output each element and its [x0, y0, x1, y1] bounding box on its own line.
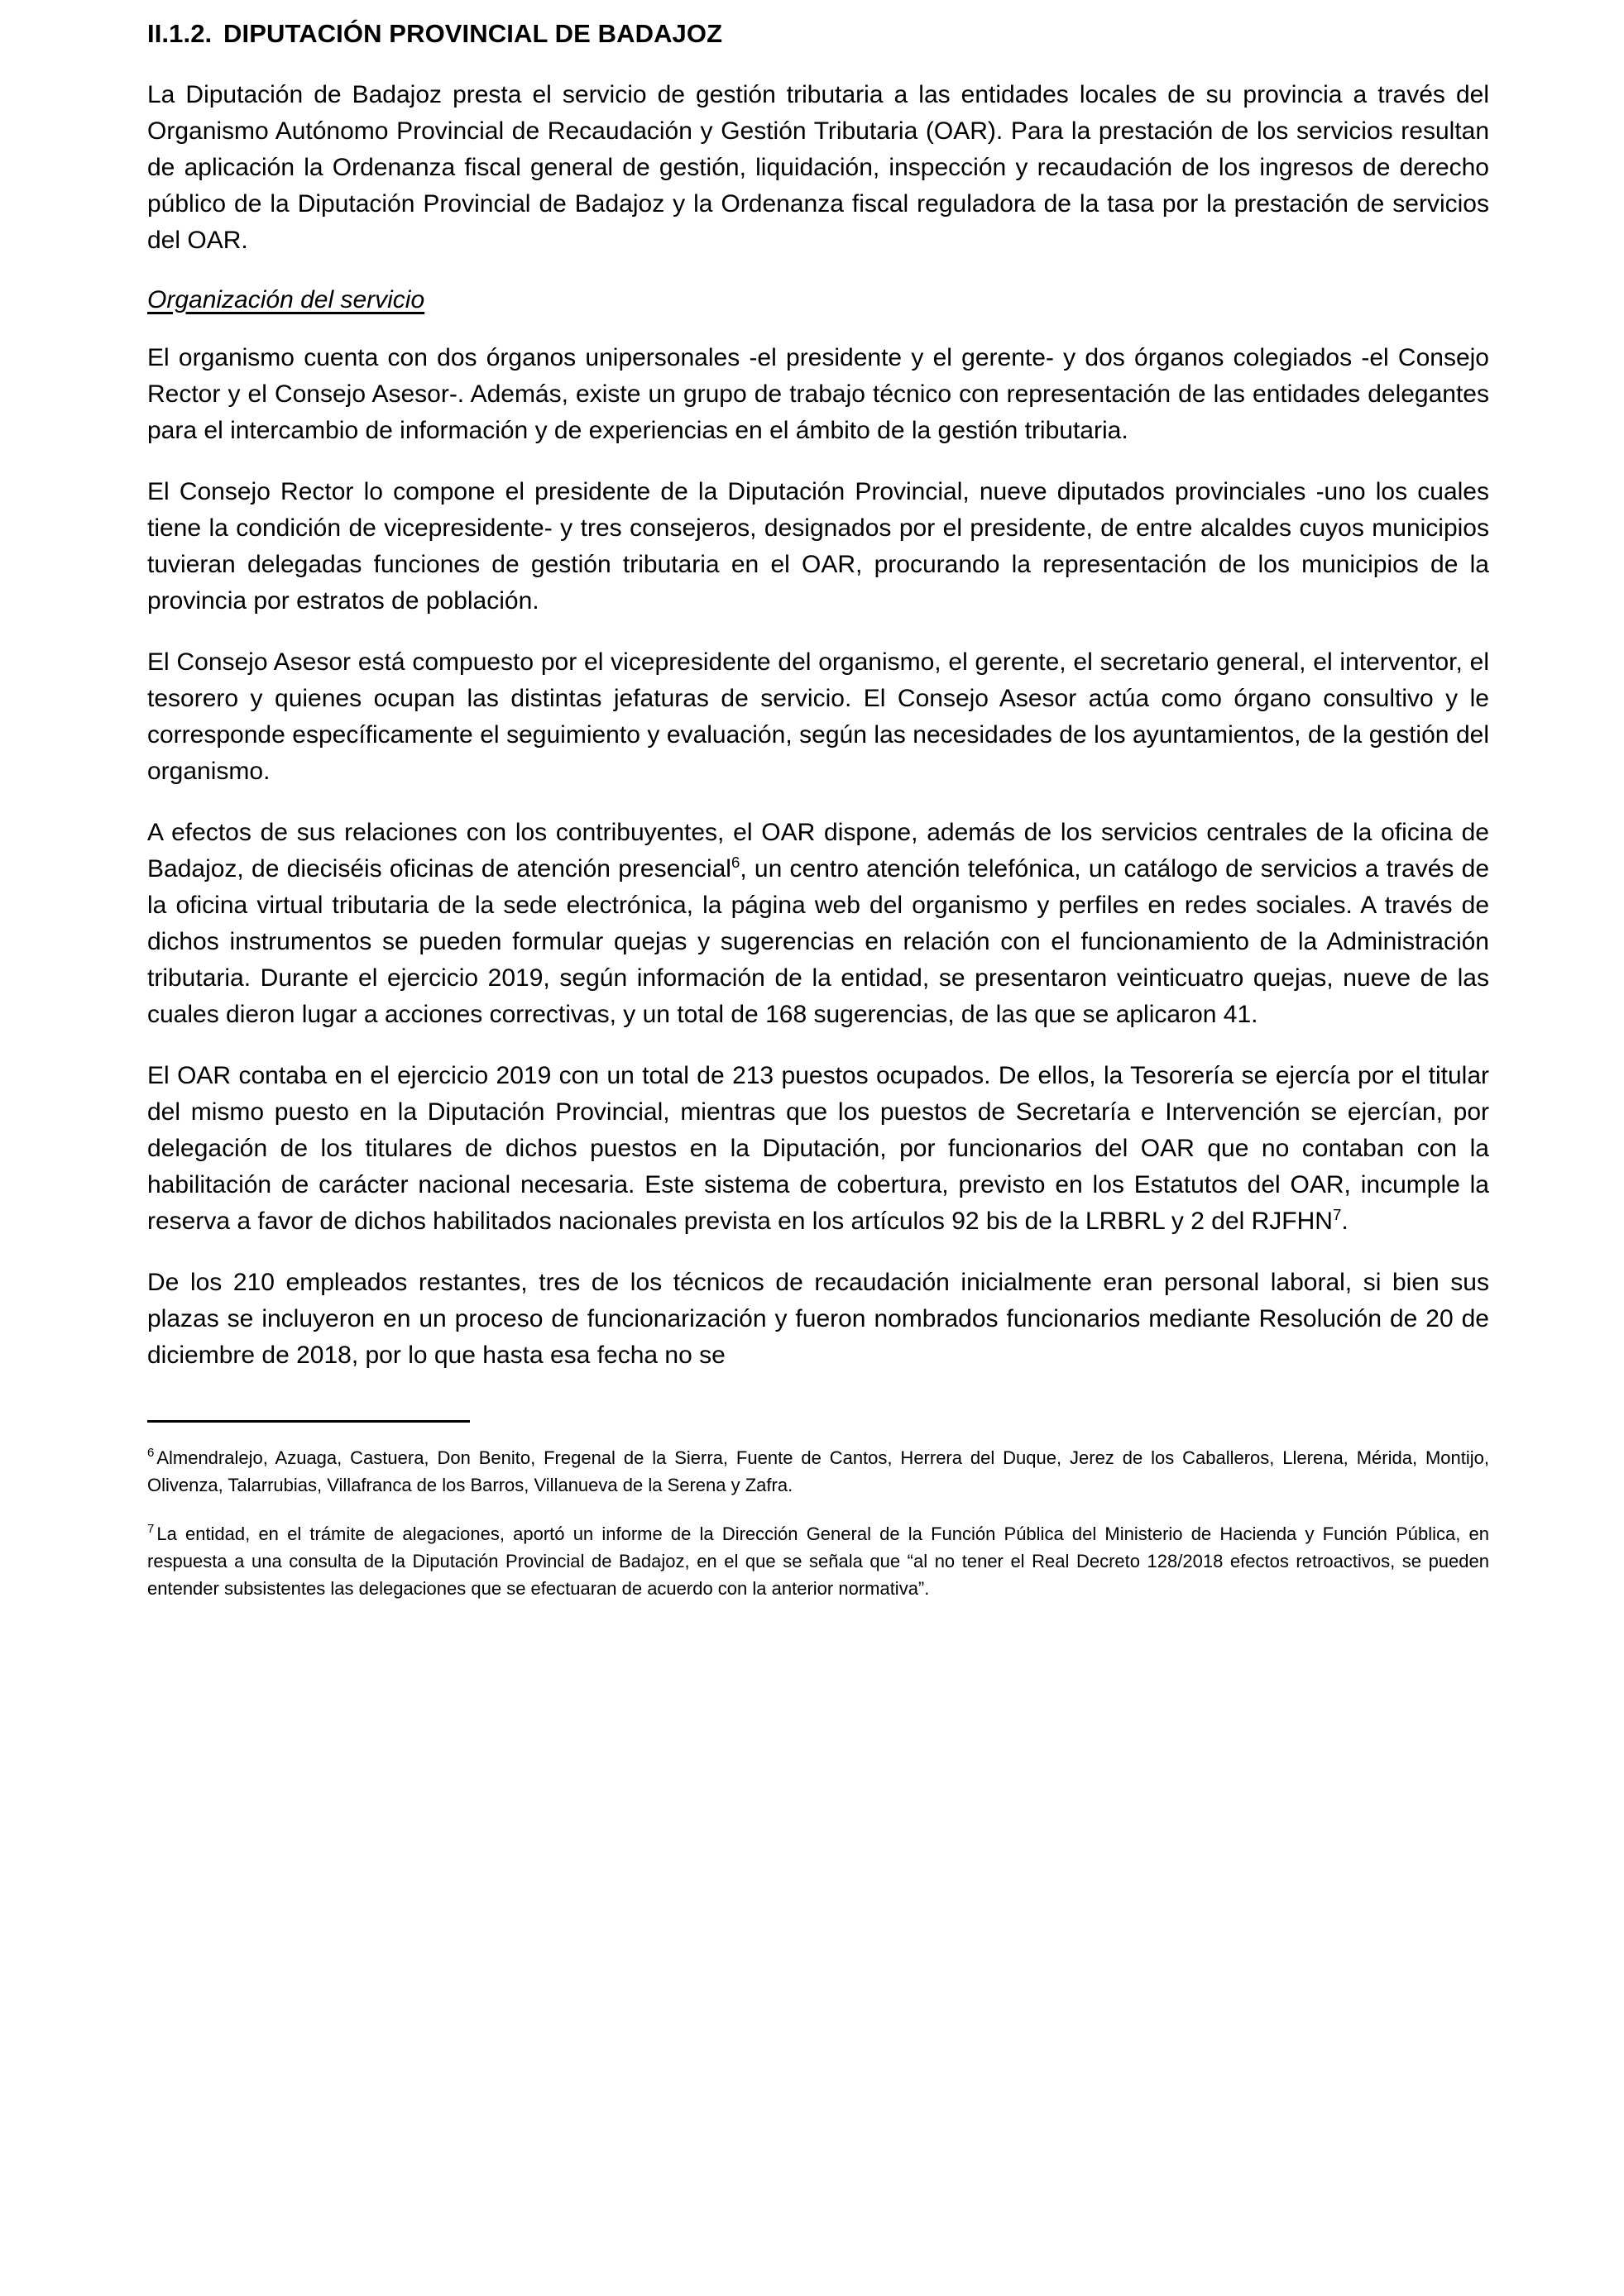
- footnote-marker-7[interactable]: 7: [1332, 1205, 1342, 1223]
- paragraph-consejo-asesor: El Consejo Asesor está compuesto por el vicepresidente del organismo, el gerente, el secretario general, el interventor, el tesorero y quienes ocupan las distintas jefaturas de servicio. El Consejo Asesor actúa como órgano consultivo y le corresponde específicamente el seguimiento y evaluación, según las necesidades de los ayuntamientos, de la gestión del organismo.: [147, 648, 1489, 785]
- footnote-number-6: 6: [147, 1446, 155, 1461]
- footnote-gap: [147, 1374, 1489, 1420]
- top-spacer: [147, 0, 1489, 12]
- subsection-heading: Organización del servicio: [147, 285, 425, 313]
- paragraph-organismo: El organismo cuenta con dos órganos unipersonales -el presidente y el gerente- y dos órganos colegiados -el Consejo Rector y el Consejo Asesor-. Además, existe un grupo de trabajo técnico con representación de las entidades delegantes para el intercambio de información y de experiencias en el ámbito de la gestión tributaria.: [147, 343, 1489, 444]
- footnote-marker-6[interactable]: 6: [731, 853, 740, 871]
- section-heading-block: [147, 18, 1489, 50]
- footnote-number-7: 7: [147, 1522, 155, 1537]
- page-title: [147, 18, 1489, 50]
- paragraph-text-before-footnote-6: A efectos de sus relaciones con los contribuyentes, el OAR dispone, además de los servicios centrales de la oficina de Badajoz, de dieciséis oficinas de atención presencial: [147, 818, 1489, 883]
- paragraph-consejo-rector: El Consejo Rector lo compone el presidente de la Diputación Provincial, nueve diputados provinciales -uno los cuales tiene la condición de vicepresidente- y tres consejeros, designados por el presidente, de entre alcaldes cuyos municipios tuvieran delegadas funciones de gestión tributaria en el OAR, procurando la representación de los municipios de la provincia por estratos de población.: [147, 477, 1489, 615]
- section-title-text: DIPUTACIÓN PROVINCIAL DE BADAJOZ: [223, 19, 723, 48]
- footnote-text-7: La entidad, en el trámite de alegaciones, aportó un informe de la Dirección General de la Función Pública del Ministerio de Hacienda y Función Pública, en respuesta a una consulta de la Diputación Provincial de Badajoz, en el que se señala que “al no tener el Real Decreto 128/2018 efectos retroactivos, se pueden entender subsistentes las delegaciones que se efectuaran de acuerdo con la anterior normativa”.: [147, 1523, 1489, 1599]
- footnote-item: [147, 1444, 1489, 1499]
- paragraph-text-before-footnote-7: El OAR contaba en el ejercicio 2019 con un total de 213 puestos ocupados. De ellos, la Tesorería se ejercía por el titular del mismo puesto en la Diputación Provincial, mientras que los puestos de Secretaría e Intervención se ejercían, por delegación de los titulares de dichos puestos en la Diputación, por funcionarios del OAR que no contaban con la habilitación de carácter nacional necesaria. Este sistema de cobertura, previsto en los Estatutos del OAR, incumple la reserva a favor de dichos habilitados nacionales prevista en los artículos 92 bis de la LRBRL y 2 del RJFHN: [147, 1061, 1489, 1235]
- footnotes-section: [147, 1444, 1489, 1602]
- paragraph-empleados-restantes: De los 210 empleados restantes, tres de los técnicos de recaudación inicialmente eran personal laboral, si bien sus plazas se incluyeron en un proceso de funcionarización y fueron nombrados funcionarios mediante Resolución de 20 de diciembre de 2018, por lo que hasta esa fecha no se: [147, 1268, 1489, 1369]
- footnote-separator-rule: [147, 1420, 470, 1423]
- paragraph-text-after-footnote-6: , un centro atención telefónica, un catálogo de servicios a través de la oficina virtual tributaria de la sede electrónica, la página web del organismo y perfiles en redes sociales. A través de dichos instrumentos se pueden formular quejas y sugerencias en relación con el funcionamiento de la Administración tributaria. Durante el ejercicio 2019, según información de la entidad, se presentaron veinticuatro quejas, nueve de las cuales dieron lugar a acciones correctivas, y un total de 168 sugerencias, de las que se aplicaron 41.: [147, 854, 1489, 1028]
- footnote-text-6: Almendralejo, Azuaga, Castuera, Don Benito, Fregenal de la Sierra, Fuente de Cantos, Herrera del Duque, Jerez de los Caballeros, Llerena, Mérida, Montijo, Olivenza, Talarrubias, Villafranca de los Barros, Villanueva de la Serena y Zafra.: [147, 1447, 1489, 1495]
- paragraph-relaciones-contribuyentes: [147, 815, 1489, 1033]
- paragraph-text-after-footnote-7: .: [1341, 1207, 1349, 1235]
- paragraph-intro: La Diputación de Badajoz presta el servicio de gestión tributaria a las entidades locales de su provincia a través del Organismo Autónomo Provincial de Recaudación y Gestión Tributaria (OAR). Para la prestación de los servicios resultan de aplicación la Ordenanza fiscal general de gestión, liquidación, inspección y recaudación de los ingresos de derecho público de la Diputación Provincial de Badajoz y la Ordenanza fiscal reguladora de la tasa por la prestación de servicios del OAR.: [147, 80, 1489, 254]
- heading-gap: [147, 50, 1489, 77]
- section-number: II.1.2.: [147, 19, 213, 48]
- footnote-item: [147, 1520, 1489, 1602]
- page-content: [147, 0, 1489, 1602]
- paragraph-puestos-ocupados: [147, 1058, 1489, 1240]
